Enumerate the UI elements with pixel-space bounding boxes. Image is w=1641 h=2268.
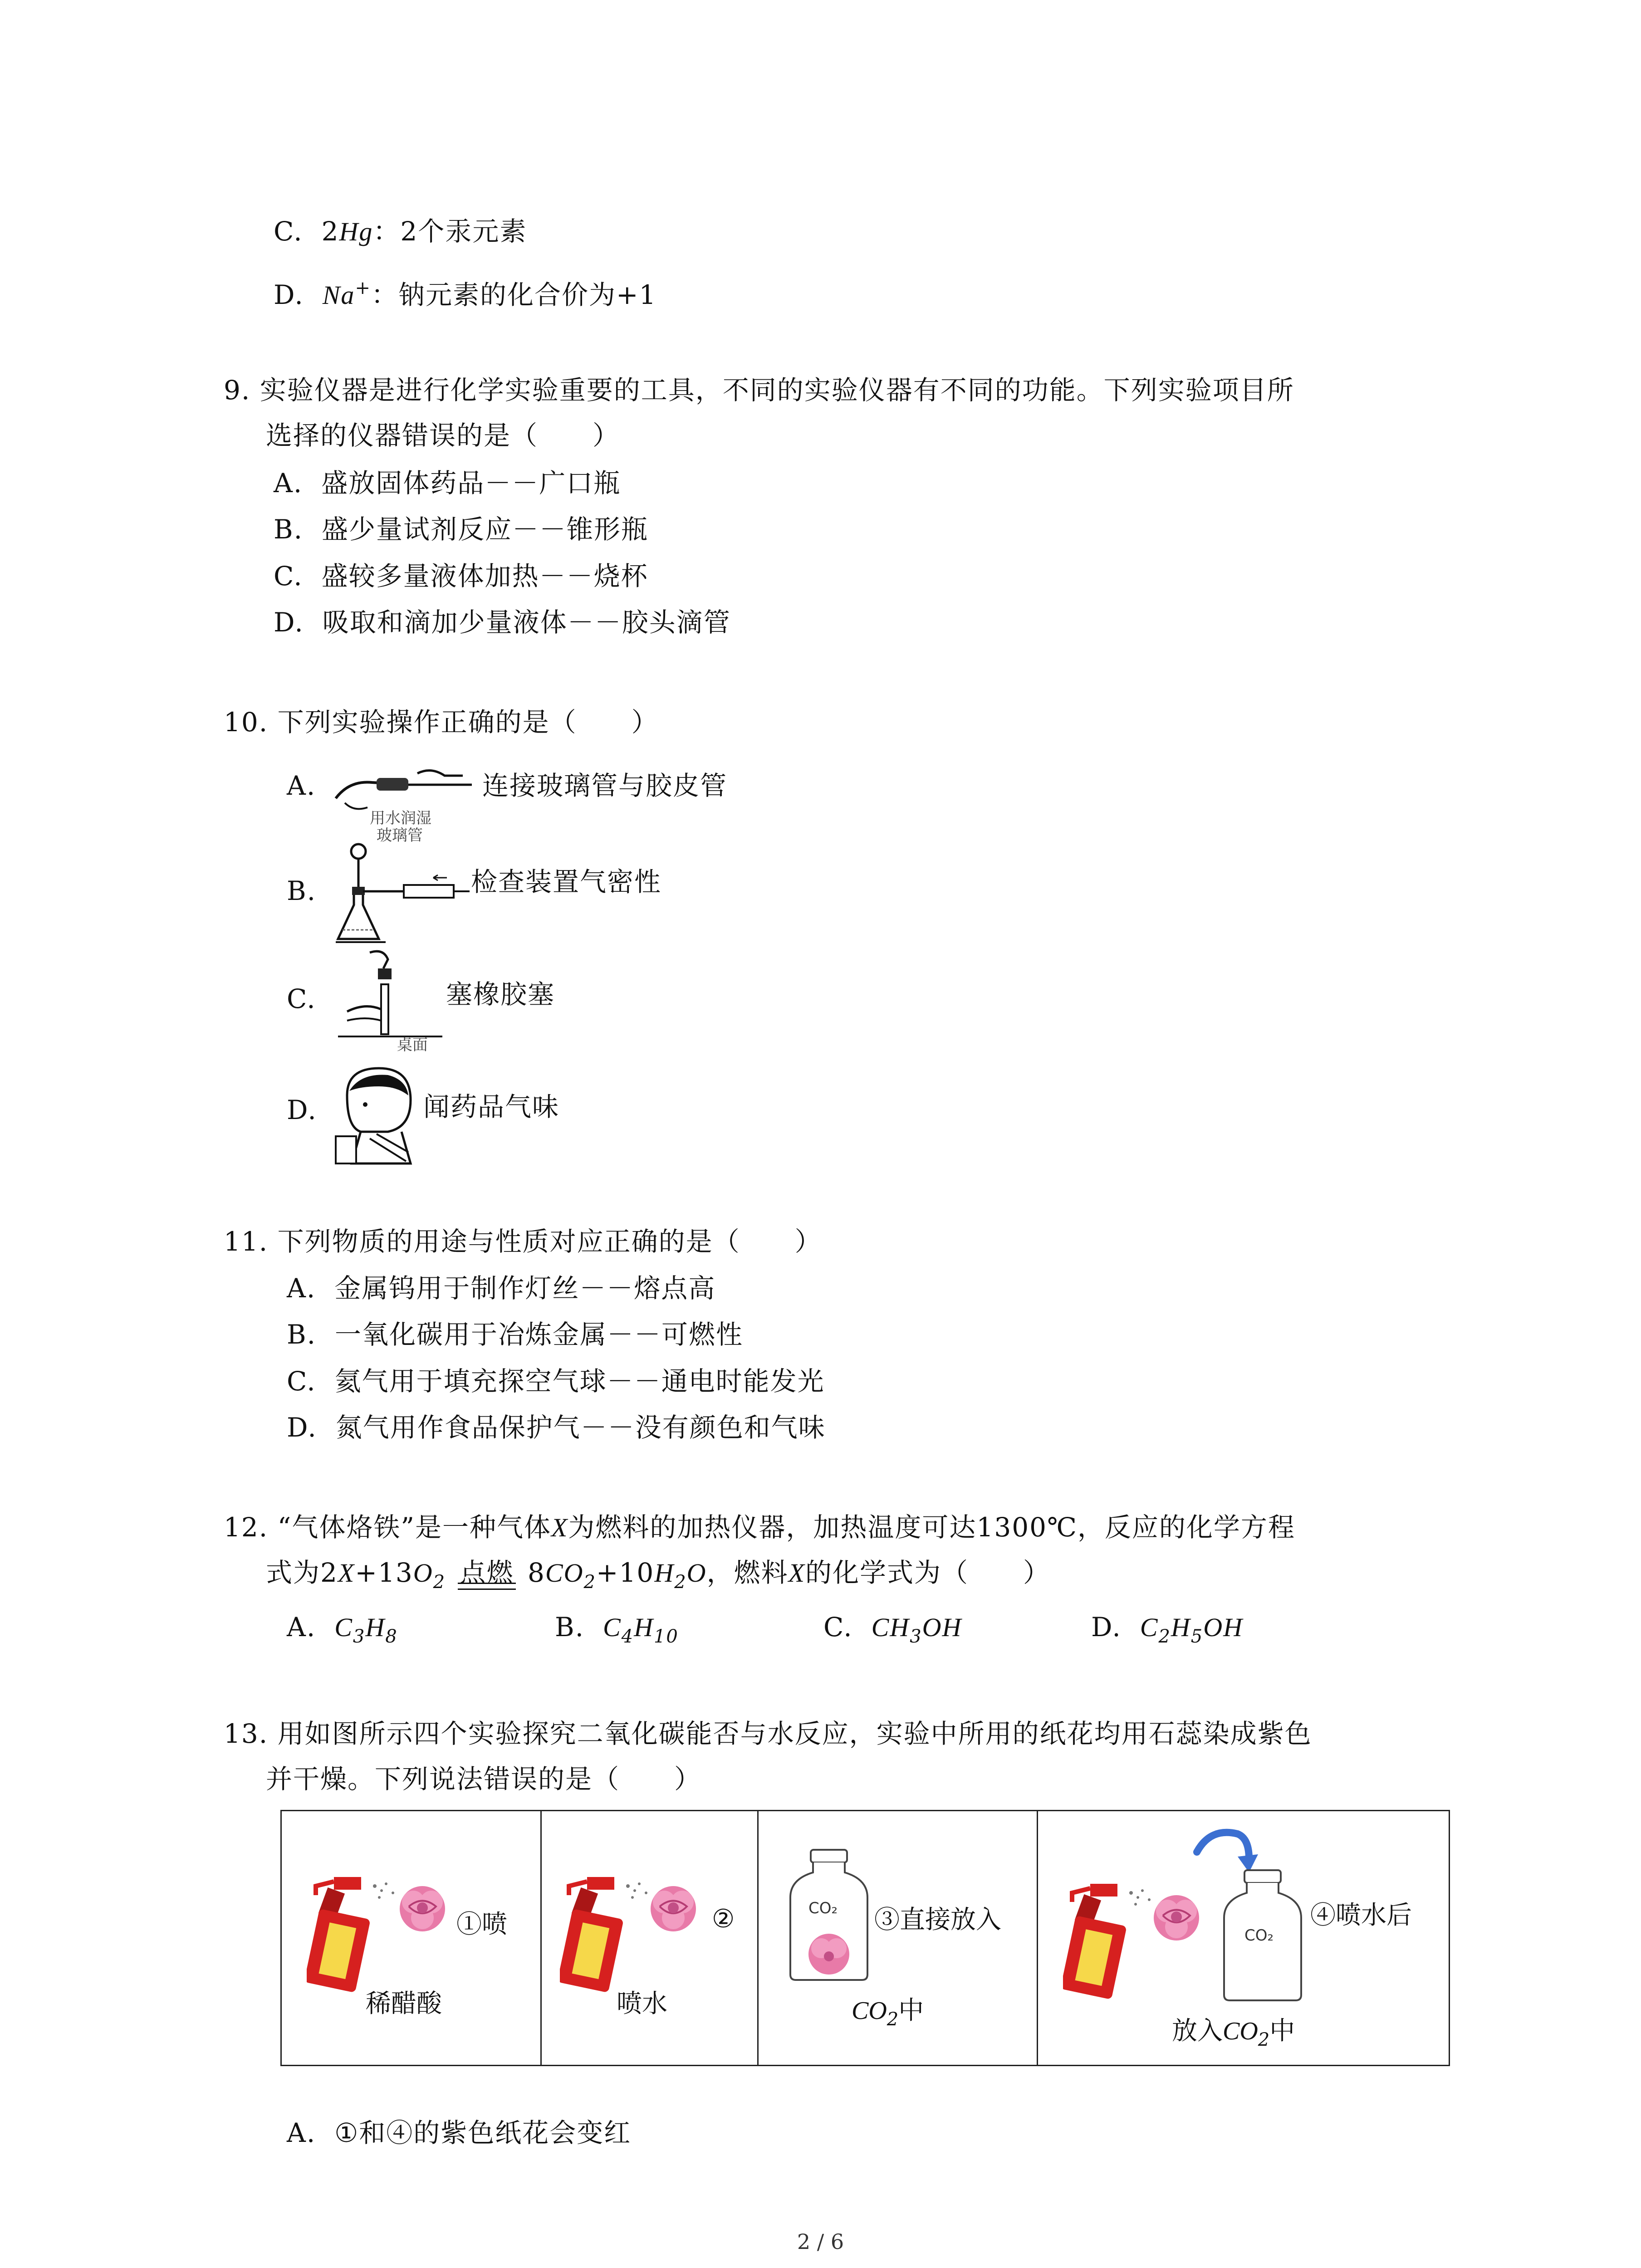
q13-stem-line2: 并干燥。下列说法错误的是（ ） [266,1764,702,1794]
smell-illustration [333,1064,424,1166]
q9-option-c: C. 盛较多量液体加热－－烧杯 [274,561,648,591]
cell-4-label-bottom: 放入$CO_2$中 [1172,2016,1295,2050]
gas-jar-icon [1220,1868,1306,2004]
reaction-condition: 点燃 [460,1558,514,1587]
stopper-illustration [338,948,447,1052]
q10-option-a-text: 连接玻璃管与胶皮管 [482,770,728,801]
q9-option-b: B. 盛少量试剂反应－－锥形瓶 [274,514,648,545]
desk-label: 桌面 [397,1036,428,1052]
q12-option-b: B. $C_4H_{10}$ [555,1612,679,1647]
q10-option-a-letter: A. [287,770,316,801]
cell-3-label-top: ③直接放入 [874,1905,1001,1935]
q12-option-d: D. $C_2H_5OH$ [1091,1612,1244,1647]
experiment-cell-1 [282,1811,542,2065]
gas-jar-icon [786,1848,872,1984]
q9-option-a: A. 盛放固体药品－－广口瓶 [274,468,621,499]
q12-option-a: A. $C_3H_8$ [287,1612,398,1647]
q10-option-d-letter: D. [287,1095,317,1125]
q12-stem-line2: 式为$2X+13O_2$ 点燃 $8CO_2+10H_2O$，燃料X的化学式为（ ） [266,1557,1051,1593]
q10-option-b-letter: B. [287,875,317,906]
airtightness-check-illustration [336,841,472,950]
q13-stem-line1: 13. 用如图所示四个实验探究二氧化碳能否与水反应，实验中所用的纸花均用石蕊染成紫色 [224,1718,1312,1749]
q10-option-b-text: 检查装置气密性 [471,866,662,897]
experiment-cell-2 [542,1811,759,2065]
cell-1-label-top: ①喷 [456,1910,507,1939]
curved-arrow-icon [1192,1825,1260,1875]
experiment-cell-3 [759,1811,1038,2065]
q11-option-a: A. 金属钨用于制作灯丝－－熔点高 [287,1273,716,1304]
flower-icon [1145,1891,1208,1945]
experiment-table [280,1810,1450,2066]
cell-1-label-bottom: 稀醋酸 [366,1989,442,2019]
q13-option-a: A. ①和④的紫色纸花会变红 [287,2117,632,2148]
cell-2-label-top: ② [712,1904,735,1934]
q12-option-c: C. $CH_3OH$ [823,1612,962,1647]
q8-option-c: C. 2Hg：2个汞元素 [274,216,527,247]
cell-2-label-bottom: 喷水 [617,1989,667,2019]
q10-option-d-text: 闻药品气味 [423,1091,560,1122]
q10-stem: 10. 下列实验操作正确的是（ ） [224,707,659,738]
q11-option-b: B. 一氧化碳用于冶炼金属－－可燃性 [287,1319,743,1350]
q9-option-d: D. 吸取和滴加少量液体－－胶头滴管 [274,607,731,638]
q9-stem-line2: 选择的仪器错误的是（ ） [266,420,620,451]
flower-icon [391,1882,454,1936]
flower-icon [642,1882,705,1936]
jar-co2-label: CO₂ [808,1899,838,1917]
page-number: 2 / 6 [797,2229,844,2254]
q10-option-c-text: 塞橡胶塞 [446,979,555,1010]
cell-3-label-bottom: $CO_2$中 [852,1996,924,2030]
q11-option-d: D. 氮气用作食品保护气－－没有颜色和气味 [287,1412,826,1443]
q11-stem: 11. 下列物质的用途与性质对应正确的是（ ） [224,1226,822,1257]
q9-stem-line1: 9. 实验仪器是进行化学实验重要的工具，不同的实验仪器有不同的功能。下列实验项目所 [224,375,1294,406]
pic-label-1: 用水润湿 [370,809,431,827]
connect-tube-illustration [327,748,481,844]
q10-option-c-letter: C. [287,983,316,1014]
pic-label-2: 玻璃管 [377,826,423,844]
q11-option-c: C. 氦气用于填充探空气球－－通电时能发光 [287,1366,825,1397]
q12-stem-line1: 12. “气体烙铁”是一种气体X为燃料的加热仪器，加热温度可达1300℃，反应的化学方程 [224,1512,1295,1543]
cell-4-label-top: ④喷水后 [1310,1901,1412,1930]
q8-option-d: D. Na+：钠元素的化合价为+1 [274,278,657,310]
experiment-cell-4 [1038,1811,1449,2065]
jar-co2-label: CO₂ [1244,1926,1274,1945]
